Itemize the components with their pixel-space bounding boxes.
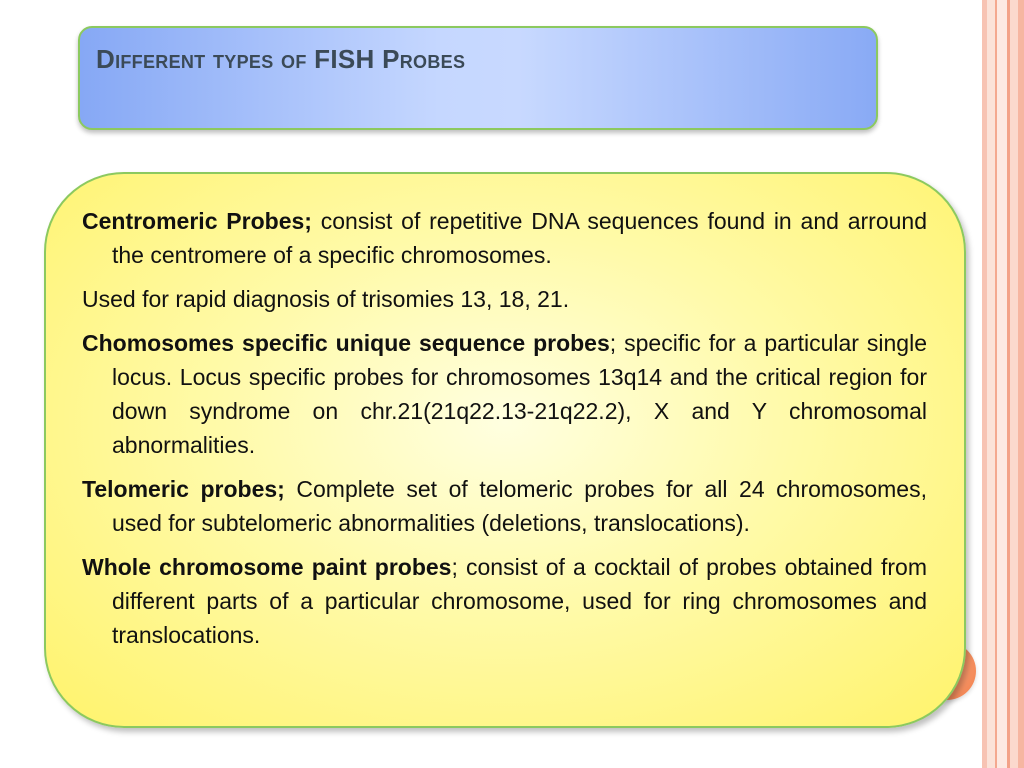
- term-telomeric: Telomeric probes;: [82, 476, 285, 502]
- paragraph-trisomies: [82, 282, 927, 316]
- title-bar: [78, 26, 878, 130]
- text-whole-paint: ; consist of a cocktail of probes obtained from different parts of a particular chromosome, used for ring chromosomes and translocations.: [112, 554, 927, 648]
- text-telomeric: Complete set of telomeric probes for all 24 chromosomes, used for subtelomeric abnormalities (deletions, translocations).: [112, 476, 927, 536]
- text-unique-sequence: ; specific for a particular single locus. Locus specific probes for chromosomes 13q14 and the critical region for down syndrome on chr.21(21q22.13-21q22.2), X and Y chromosomal abnormalities.: [112, 330, 927, 458]
- paragraph-centromeric: [82, 204, 927, 272]
- term-centromeric: Centromeric Probes;: [82, 208, 312, 234]
- text-trisomies: Used for rapid diagnosis of trisomies 13, 18, 21.: [82, 286, 570, 312]
- paragraph-whole-paint: [82, 550, 927, 652]
- slide-title: Different types of FISH Probes: [96, 44, 466, 74]
- decorative-side-stripes: [978, 0, 1024, 768]
- text-centromeric: consist of repetitive DNA sequences found in and arround the centromere of a specific chromosomes.: [112, 208, 927, 268]
- paragraph-unique-sequence: [82, 326, 927, 462]
- paragraph-telomeric: [82, 472, 927, 540]
- term-whole-paint: Whole chromosome paint probes: [82, 554, 452, 580]
- term-unique-sequence: Chomosomes specific unique sequence probes: [82, 330, 610, 356]
- slide-content: [82, 204, 927, 662]
